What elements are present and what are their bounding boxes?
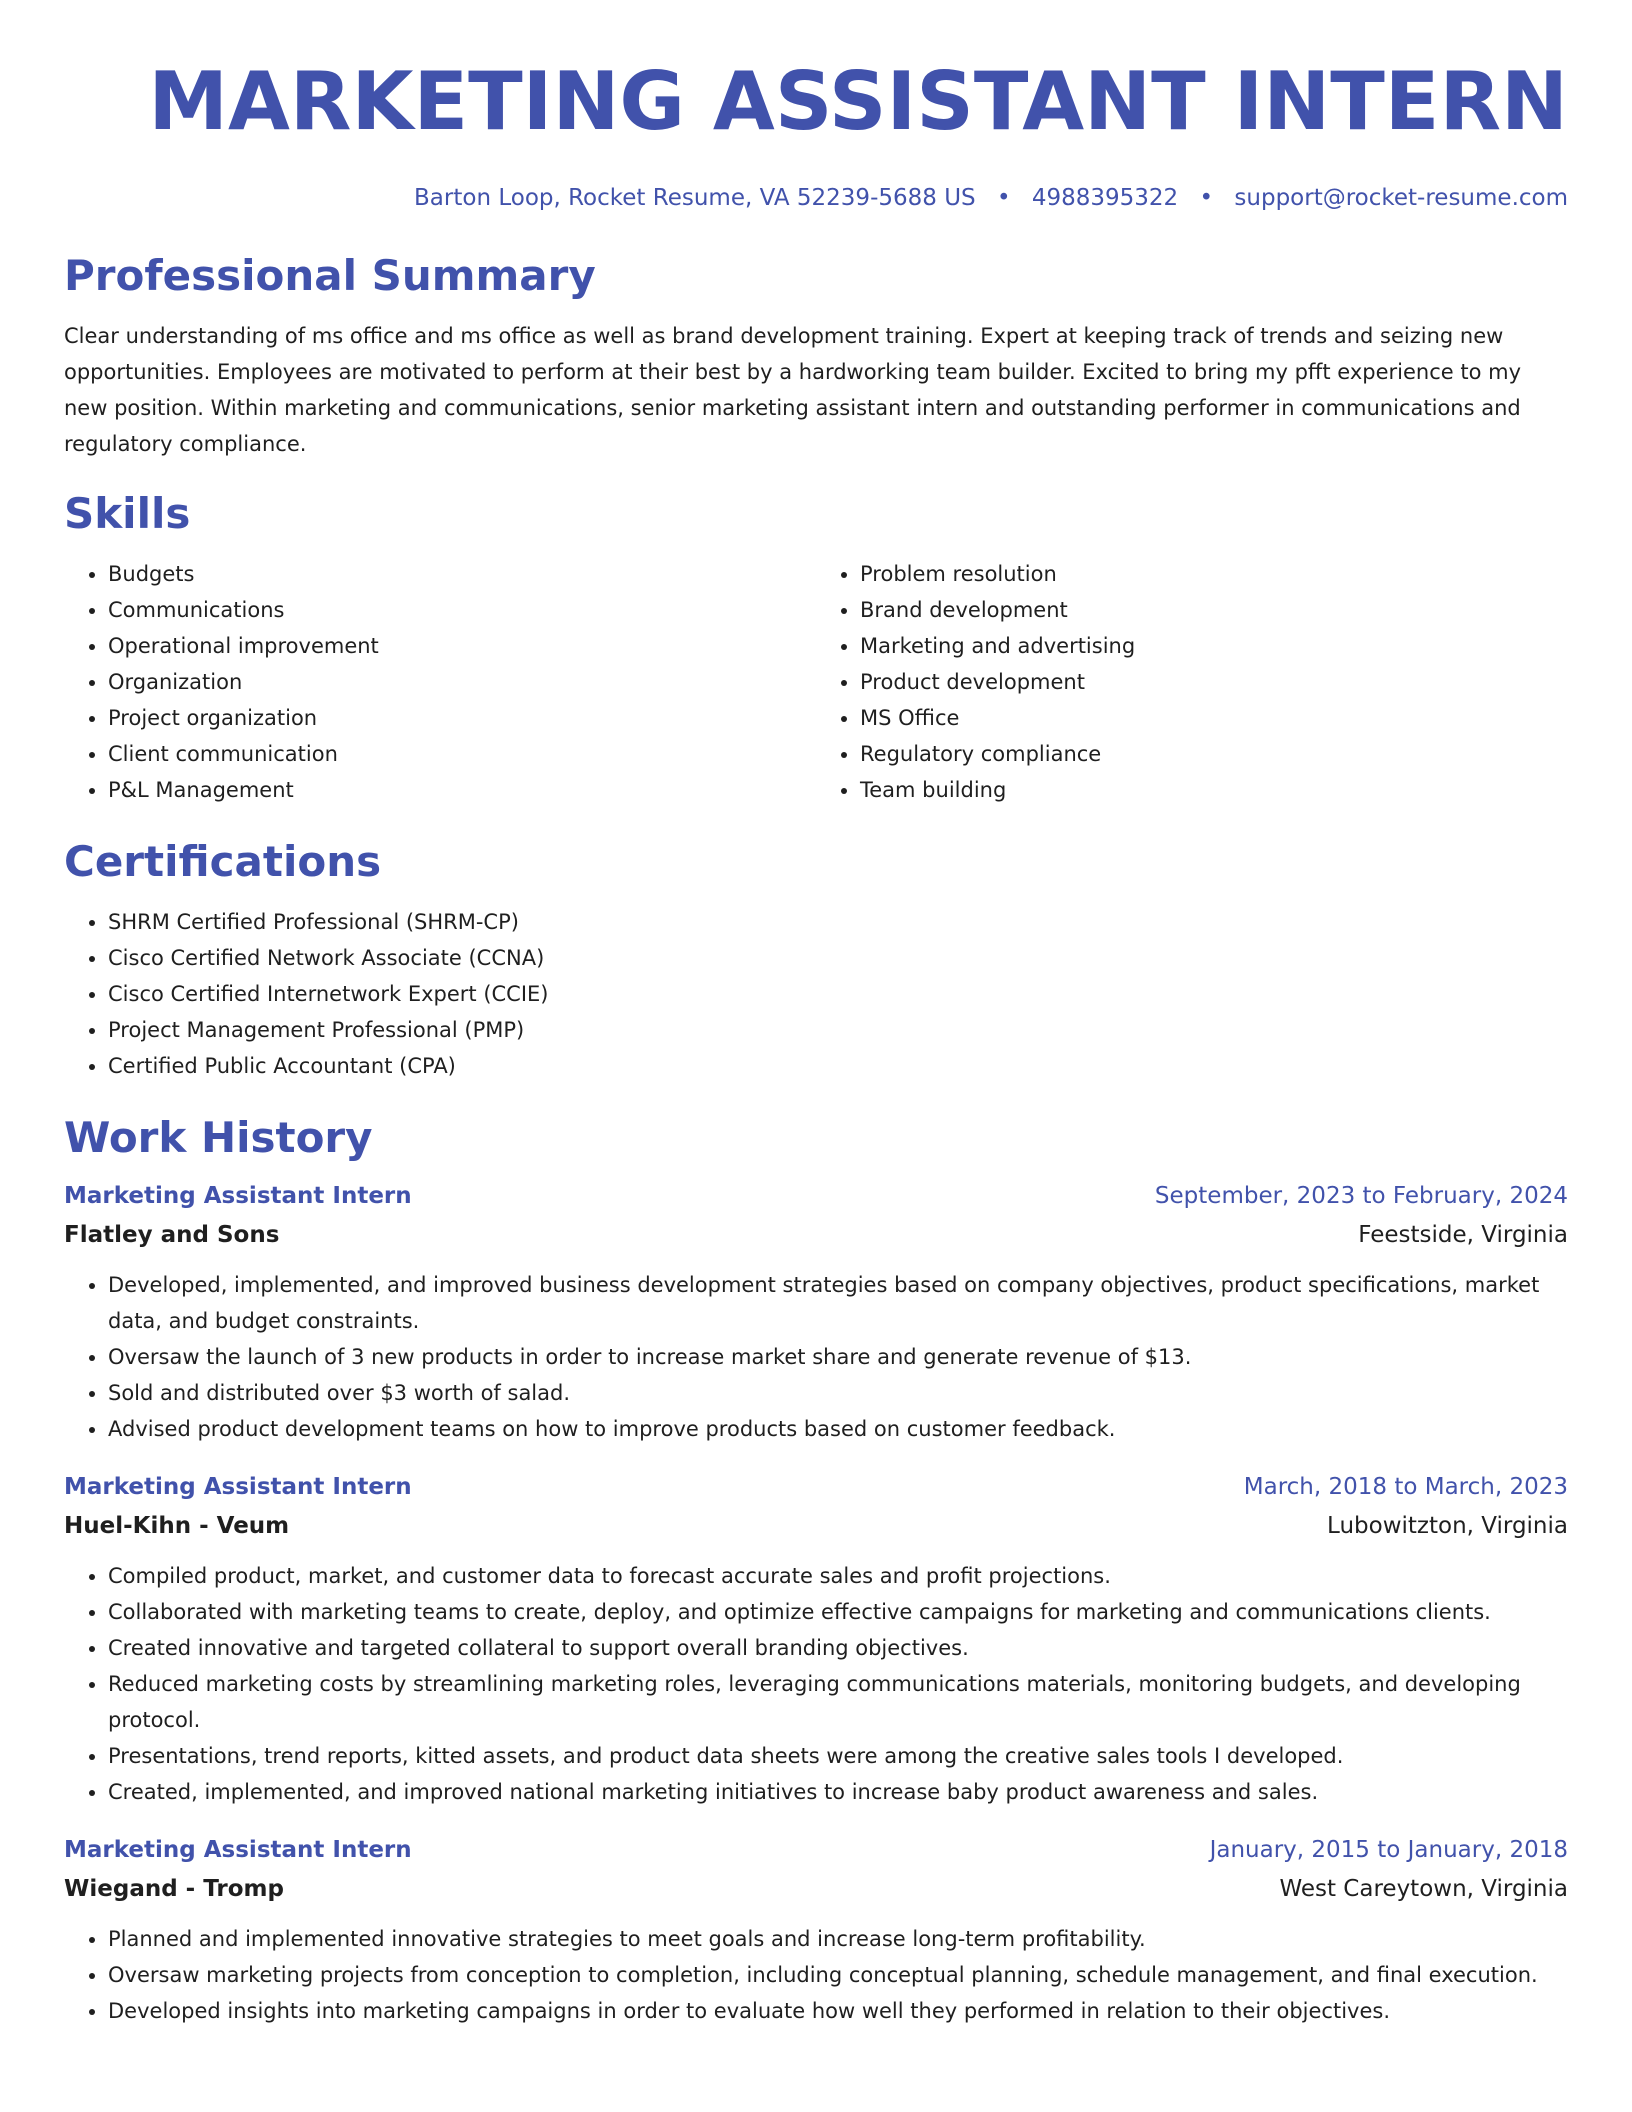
job-bullet: • Sold and distributed over $3 worth of salad. [108,1375,1568,1411]
job-location: Lubowitzton, Virginia [1327,1513,1568,1539]
skill-item: • Product development [860,664,1568,700]
job-dates: September, 2023 to February, 2024 [1154,1183,1568,1209]
skills-left-list [64,556,816,808]
certification-item: • Cisco Certified Internetwork Expert (CCIE) [108,976,1568,1012]
section-title-work-history: Work History [64,1113,373,1162]
job-subheader [64,1508,1568,1544]
job-header [64,1469,1568,1505]
contact-address: Barton Loop, Rocket Resume, VA 52239-5688 US [414,185,976,211]
job-entry [64,1178,1568,1447]
job-subheader [64,1871,1568,1907]
job-bullet: • Planned and implemented innovative strategies to meet goals and increase long-term profitability. [108,1921,1568,1957]
job-bullet: • Oversaw the launch of 3 new products in order to increase market share and generate revenue of $13. [108,1339,1568,1375]
job-company: Huel-Kihn - Veum [64,1513,290,1539]
skill-item: • Team building [860,772,1568,808]
job-entry [64,1832,1568,2029]
contact-email: support@rocket-resume.com [1234,185,1568,211]
job-bullet: • Created, implemented, and improved national marketing initiatives to increase baby product awareness and sales. [108,1774,1568,1810]
skill-item: • Organization [108,664,816,700]
job-header [64,1832,1568,1868]
summary-text: Clear understanding of ms office and ms office as well as brand development training. Expert at keeping track of trends and seizing new opportunities. Employees are motivated to perform at their best by a hardworking team builder. Excited to bring my pfft experience to my new position. Within marketing and communications, senior marketing assistant intern and outstanding performer in communications and regulatory compliance. [64,324,1522,456]
job-bullet: • Created innovative and targeted collateral to support overall branding objectives. [108,1630,1568,1666]
job-bullet: • Collaborated with marketing teams to create, deploy, and optimize effective campaigns for marketing and communications clients. [108,1594,1568,1630]
job-title: Marketing Assistant Intern [64,1837,412,1863]
work-history-section [64,1112,1568,2029]
skill-item: • Problem resolution [860,556,1568,592]
skills-right-list [816,556,1568,808]
section-title-skills: Skills [64,489,191,538]
job-bullets [64,1921,1568,2029]
certifications-section [64,836,1568,1084]
skill-item: • Brand development [860,592,1568,628]
skills-columns [64,556,1568,808]
resume-header [64,0,1568,214]
section-title-certifications: Certifications [64,837,382,886]
job-bullet: • Presentations, trend reports, kitted assets, and product data sheets were among the creative sales tools I developed. [108,1738,1568,1774]
certification-item: • Certified Public Accountant (CPA) [108,1048,1568,1084]
job-bullet: • Compiled product, market, and customer data to forecast accurate sales and profit projections. [108,1558,1568,1594]
job-title: Marketing Assistant Intern [64,1183,412,1209]
job-bullet: • Advised product development teams on how to improve products based on customer feedback. [108,1411,1568,1447]
job-title: Marketing Assistant Intern [64,1474,412,1500]
skill-item: • Budgets [108,556,816,592]
job-dates: January, 2015 to January, 2018 [1209,1837,1568,1863]
job-company: Flatley and Sons [64,1222,280,1248]
summary-section [64,250,1568,462]
skill-item: • Communications [108,592,816,628]
skill-item: • MS Office [860,700,1568,736]
job-dates: March, 2018 to March, 2023 [1243,1474,1568,1500]
section-title-summary: Professional Summary [64,251,596,300]
resume-page [64,0,1568,2029]
job-company: Wiegand - Tromp [64,1876,284,1902]
job-location: Feestside, Virginia [1358,1222,1568,1248]
skill-item: • Operational improvement [108,628,816,664]
resume-name: MARKETING ASSISTANT INTERN [148,55,1568,148]
job-entry [64,1469,1568,1810]
certification-item: • Cisco Certified Network Associate (CCNA) [108,940,1568,976]
skill-item: • Regulatory compliance [860,736,1568,772]
job-subheader [64,1217,1568,1253]
skill-item: • Client communication [108,736,816,772]
skill-item: • Marketing and advertising [860,628,1568,664]
job-bullet: • Developed insights into marketing campaigns in order to evaluate how well they performed in relation to their objectives. [108,1993,1568,2029]
certifications-list [64,904,1568,1084]
job-bullet: • Developed, implemented, and improved business development strategies based on company objectives, product specifications, market data, and budget constraints. [108,1267,1568,1339]
contact-phone: 4988395322 [1031,185,1179,211]
skills-section [64,488,1568,808]
skill-item: • Project organization [108,700,816,736]
job-bullet: • Reduced marketing costs by streamlining marketing roles, leveraging communications materials, monitoring budgets, and developing protocol. [108,1666,1568,1738]
contact-separator: • [996,185,1011,211]
certification-item: • SHRM Certified Professional (SHRM-CP) [108,904,1568,940]
job-bullet: • Oversaw marketing projects from conception to completion, including conceptual planning, schedule management, and final execution. [108,1957,1568,1993]
job-header [64,1178,1568,1214]
certification-item: • Project Management Professional (PMP) [108,1012,1568,1048]
job-bullets [64,1558,1568,1810]
contact-line [64,182,1568,214]
skill-item: • P&L Management [108,772,816,808]
job-location: West Careytown, Virginia [1279,1876,1568,1902]
job-bullets [64,1267,1568,1447]
contact-separator: • [1199,185,1214,211]
